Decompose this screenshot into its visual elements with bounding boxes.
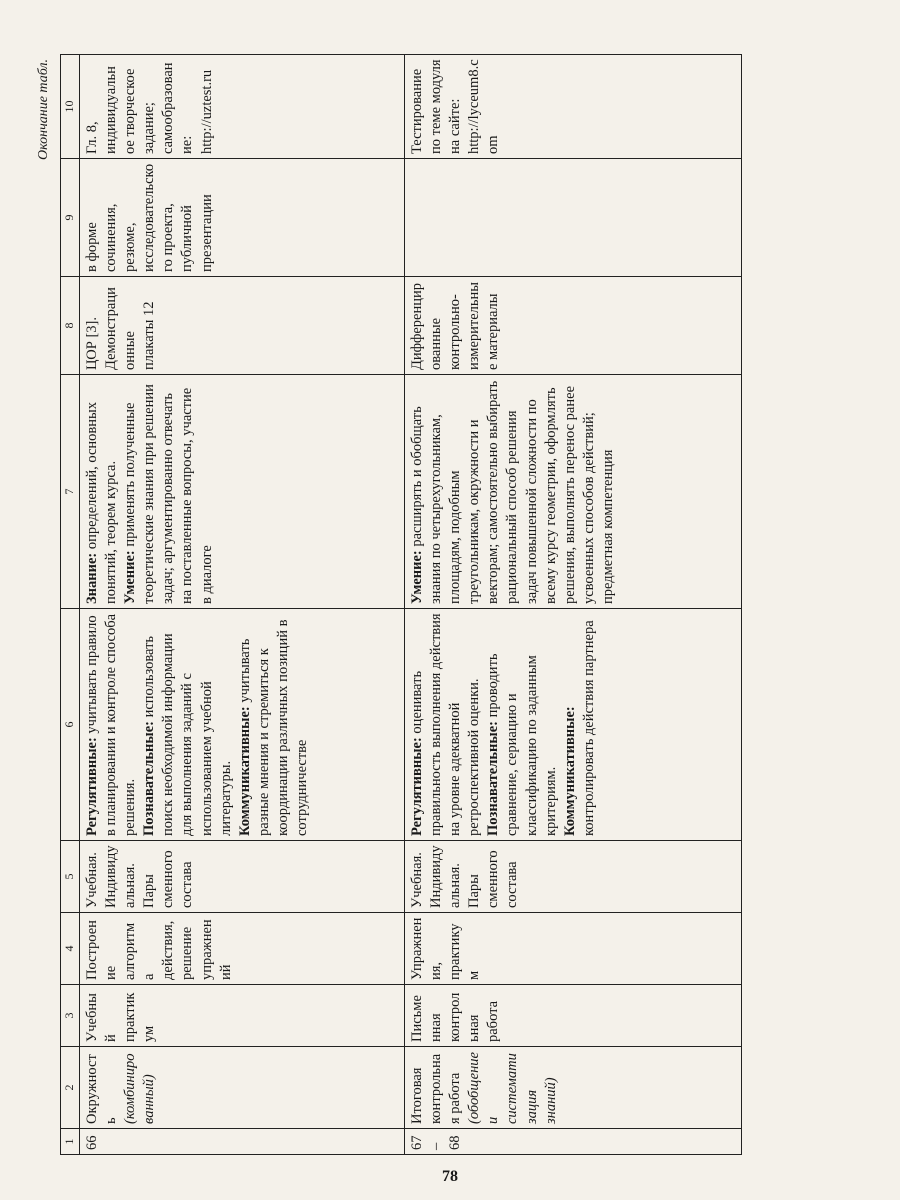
- control-form-cell: [404, 159, 741, 277]
- result-text: определений, основных понятий, теорем курса.: [83, 401, 119, 604]
- col-header-1: 1: [61, 1129, 80, 1155]
- col-header-4: 4: [61, 913, 80, 985]
- col-header-3: 3: [61, 985, 80, 1047]
- table-row: [404, 55, 741, 1155]
- uud-label: Коммуникативные:: [561, 706, 578, 836]
- rotated-table-region: [36, 55, 840, 1155]
- uud-label: Регулятивные:: [83, 737, 100, 836]
- result-text: применять полученные теоретические знания при решении задач; аргументированно отвечать на поставленные вопросы, участие в диалоге: [122, 384, 215, 604]
- col-header-5: 5: [61, 841, 80, 913]
- resources-cell: ЦОР [3]. Демонстрационные плакаты 12: [79, 277, 404, 375]
- col-header-8: 8: [61, 277, 80, 375]
- lesson-plan-table: [60, 54, 742, 1155]
- result-label: Знание:: [83, 552, 100, 604]
- activity-type: Построение алгоритма действия, решение упражнений: [79, 913, 404, 985]
- uud-text: проводить сравнение, сериацию и классификацию по заданным критериям.: [485, 653, 559, 836]
- result-text: расширять и обобщать знания по четырехугольникам, площадям, подобным треугольникам, окружности и векторам; самостоятельно выбирать рациональный способ решения задач повышенной сложности по всему курсу геометрии, оформлять решения, выполнять перенос ранее усвоенных способов действий; предметная компетенция: [408, 380, 617, 604]
- uud-cell: [79, 609, 404, 841]
- col-header-10: 10: [61, 55, 80, 159]
- lesson-number: 66: [79, 1129, 404, 1155]
- uud-cell: [404, 609, 741, 841]
- uud-text: учитывать правило в планировании и контроле способа решения.: [83, 613, 139, 836]
- lesson-type: Письменная контрольная работа: [404, 985, 741, 1047]
- table-caption: Окончание табл.: [36, 59, 51, 160]
- results-cell: [79, 375, 404, 609]
- topic-type: (обобщение и систематизация знаний): [466, 1052, 559, 1124]
- col-header-7: 7: [61, 375, 80, 609]
- work-form: Учебная. Индивидуальная. Пары сменного состава: [79, 841, 404, 913]
- topic-title: Окружность: [83, 1054, 119, 1124]
- uud-text: использовать поиск необходимой информации для выполнения заданий с использованием учебной литературы.: [141, 633, 234, 836]
- homework-cell: Тестирование по теме модуля на сайте: http://lyceum8.com: [404, 55, 741, 159]
- uud-label: Коммуникативные:: [236, 706, 253, 836]
- homework-cell: Гл. 8, индивидуальное творческое задание; самообразование: http://uztest.ru: [79, 55, 404, 159]
- uud-label: Познавательные:: [485, 721, 502, 836]
- lesson-topic: [404, 1047, 741, 1129]
- work-form: Учебная. Индивидуальная. Пары сменного состава: [404, 841, 741, 913]
- activity-type: Упражнения, практикум: [404, 913, 741, 985]
- col-header-2: 2: [61, 1047, 80, 1129]
- result-label: Умение:: [122, 550, 139, 604]
- topic-type: (комбинированный): [122, 1053, 158, 1124]
- uud-text: контролировать действия партнера: [580, 620, 597, 836]
- topic-title: Итоговая контрольная работа: [408, 1053, 464, 1124]
- table-header-row: [61, 55, 80, 1155]
- uud-text: оценивать правильность выполнения действия на уровне адекватной ретроспективной оценки.: [408, 613, 483, 836]
- table-row: [79, 55, 404, 1155]
- lesson-topic: [79, 1047, 404, 1129]
- col-header-9: 9: [61, 159, 80, 277]
- results-cell: [404, 375, 741, 609]
- control-form-cell: в форме сочинения, резюме, исследовательского проекта, публичной презентации: [79, 159, 404, 277]
- lesson-number: 67–68: [404, 1129, 741, 1155]
- uud-text: учитывать разные мнения и стремиться к координации различных позиций в сотрудничестве: [236, 619, 311, 836]
- page-number: 78: [442, 1168, 458, 1185]
- uud-label: Регулятивные:: [408, 737, 425, 836]
- col-header-6: 6: [61, 609, 80, 841]
- lesson-type: Учебный практикум: [79, 985, 404, 1047]
- result-label: Умение:: [408, 550, 425, 604]
- uud-label: Познавательные:: [141, 721, 158, 836]
- resources-cell: Дифференцированные контрольно-измерительные материалы: [404, 277, 741, 375]
